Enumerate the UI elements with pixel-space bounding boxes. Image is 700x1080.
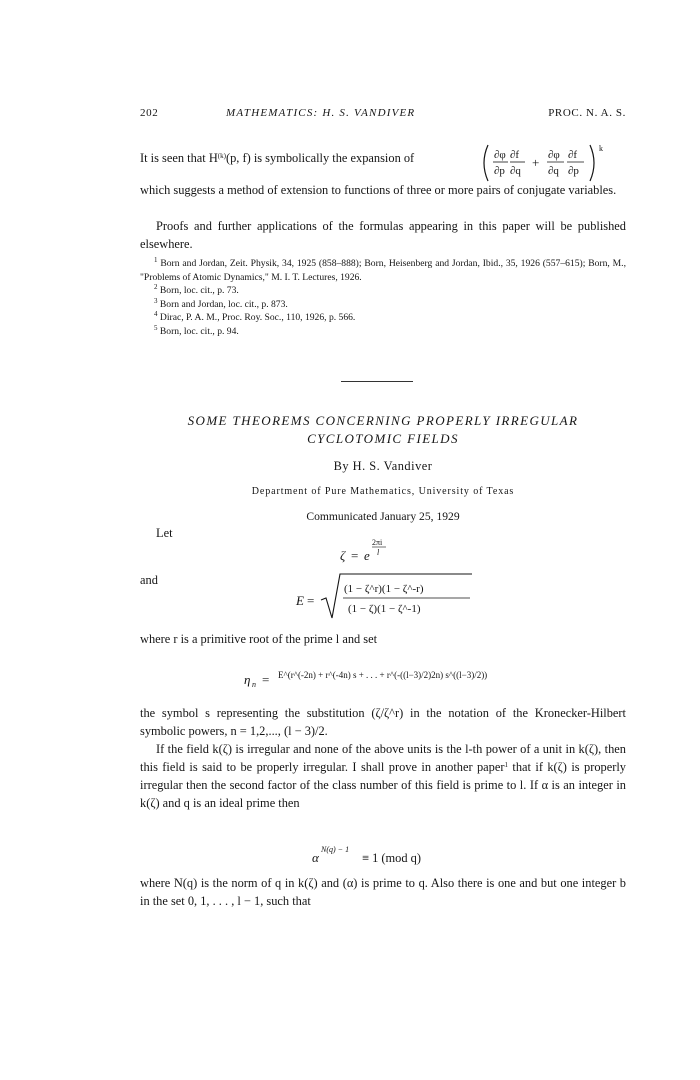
footnote-mark: 5 — [154, 323, 158, 332]
primitive-root-text: where r is a primitive root of the prime l and set — [140, 632, 378, 646]
irregular-text — [140, 740, 626, 812]
footnote-text: Born and Jordan, loc. cit., p. 873. — [159, 298, 288, 310]
term2-num: ∂φ — [548, 149, 560, 161]
communication-date: Communicated January 25, 1929 — [306, 510, 460, 523]
footnote-text: Born and Jordan, Zeit. Physik, 34, 1925 (858–888); Born, Heisenberg and Jordan, Ibid., 35, 1926 (557–615); Born, M., "Problems of Atomic Dynamics," M. I. T. Lectures, 1926. — [140, 258, 626, 283]
footnote-mark: 2 — [154, 283, 158, 291]
text-fragment: If the field k(ζ) is irregular and none of the above units is the l-th power of a unit in k(ζ), then this field is said to be properly irregular. I shall prove in another paper — [140, 742, 626, 774]
zeta-definition — [340, 536, 400, 568]
eta-symbol: η — [244, 672, 251, 687]
equals-sign: = — [351, 548, 359, 563]
let-word: Let — [156, 526, 173, 540]
term2-den2: ∂p — [568, 165, 579, 177]
closing-paragraph — [140, 217, 626, 253]
zeta-symbol: ζ — [340, 548, 346, 563]
plus-sign: + — [532, 155, 540, 170]
footnote-2 — [140, 284, 626, 298]
article-title-line-2: CYCLOTOMIC FIELDS — [307, 431, 459, 446]
footnote-text: Dirac, P. A. M., Proc. Roy. Soc., 110, 1926, p. 566. — [159, 312, 356, 323]
article-author: By H. S. Vandiver — [333, 459, 433, 473]
term1-den: ∂p — [494, 165, 505, 177]
congruence-formula — [312, 842, 462, 868]
author-affiliation: Department of Pure Mathematics, University of Texas — [251, 486, 515, 497]
page-number: 202 — [140, 107, 159, 119]
expansion-sentence — [140, 149, 414, 167]
continuation-paragraph — [140, 181, 626, 199]
footnotes — [140, 257, 626, 338]
congruence-rhs: ≡ 1 (mod q) — [362, 851, 421, 865]
eta-definition — [244, 654, 584, 690]
term1-num2: ∂f — [510, 149, 520, 161]
expansion-power: k — [599, 144, 603, 153]
E-symbol: E — [296, 593, 304, 608]
footnote-5 — [140, 325, 626, 339]
text-fragment: that if k(ζ) is properly irregular then the second factor of the class number of this field is prime to l. If α is an integer in k(ζ) and q is an ideal prime then — [140, 760, 626, 810]
exponent-denominator: l — [377, 548, 380, 557]
equals-sign: = — [262, 672, 270, 687]
journal-abbreviation: PROC. N. A. S. — [548, 107, 626, 119]
E-denominator: (1 − ζ)(1 − ζ^-1) — [348, 603, 421, 615]
footnote-reference: 1 — [504, 761, 508, 769]
exponential-base: e — [364, 548, 370, 563]
term2-num2: ∂f — [568, 149, 578, 161]
closing-text: Proofs and further applications of the formulas appearing in this paper will be published elsewhere. — [140, 219, 626, 251]
footnote-4 — [140, 311, 626, 325]
exponent-numerator: 2πi — [372, 538, 383, 547]
alpha-symbol: α — [312, 850, 319, 865]
footnote-mark: 4 — [154, 310, 158, 318]
continuation-text: which suggests a method of extension to functions of three or more pairs of conjugate variables. — [140, 183, 617, 197]
term2-den: ∂q — [548, 165, 559, 177]
footnote-mark: 3 — [154, 296, 158, 305]
footnote-3 — [140, 298, 626, 312]
text-fragment: It is seen that H — [140, 151, 218, 165]
text-fragment: (p, f) is symbolically the expansion of — [225, 151, 415, 165]
unit-E-definition — [296, 572, 476, 624]
primitive-root-paragraph — [140, 630, 626, 648]
and-word: and — [140, 573, 158, 587]
eta-subscript: n — [252, 680, 256, 689]
term1-den2: ∂q — [510, 165, 521, 177]
section-divider — [341, 381, 413, 382]
footnote-1 — [140, 257, 626, 284]
expansion-formula — [480, 143, 626, 183]
irregular-paragraph — [140, 740, 626, 812]
congruence-exponent: N(q) − 1 — [321, 845, 350, 854]
eta-expression: E^(r^(-2n) + r^(-4n) s + . . . + r^(-((l−3)/2)2n) s^((l−3)/2)) — [278, 670, 488, 680]
E-numerator: (1 − ζ^r)(1 − ζ^-r) — [344, 583, 424, 595]
final-paragraph — [140, 874, 626, 910]
running-header — [140, 107, 626, 123]
term1-num: ∂φ — [494, 149, 506, 161]
footnote-text: Born, loc. cit., p. 94. — [159, 325, 239, 337]
expansion-line — [140, 143, 626, 183]
superscript: (k) — [217, 152, 226, 160]
final-text: where N(q) is the norm of q in k(ζ) and (α) is prime to q. Also there is one and but one integer b in the set 0, 1, . . . , l − 1, such that — [140, 876, 626, 908]
article-title-line-1: SOME THEOREMS CONCERNING PROPERLY IRREGULAR — [187, 413, 579, 428]
footnote-mark: 1 — [154, 256, 158, 264]
footnote-text: Born, loc. cit., p. 73. — [159, 285, 239, 296]
equals-sign: = — [307, 593, 315, 608]
running-title: MATHEMATICS: H. S. VANDIVER — [226, 107, 416, 119]
substitution-paragraph — [140, 704, 626, 740]
substitution-text: the symbol s representing the substitution (ζ/ζ^r) in the notation of the Kronecker-Hilbert symbolic powers, n = 1,2,..., (l − 3)/2. — [140, 706, 626, 738]
